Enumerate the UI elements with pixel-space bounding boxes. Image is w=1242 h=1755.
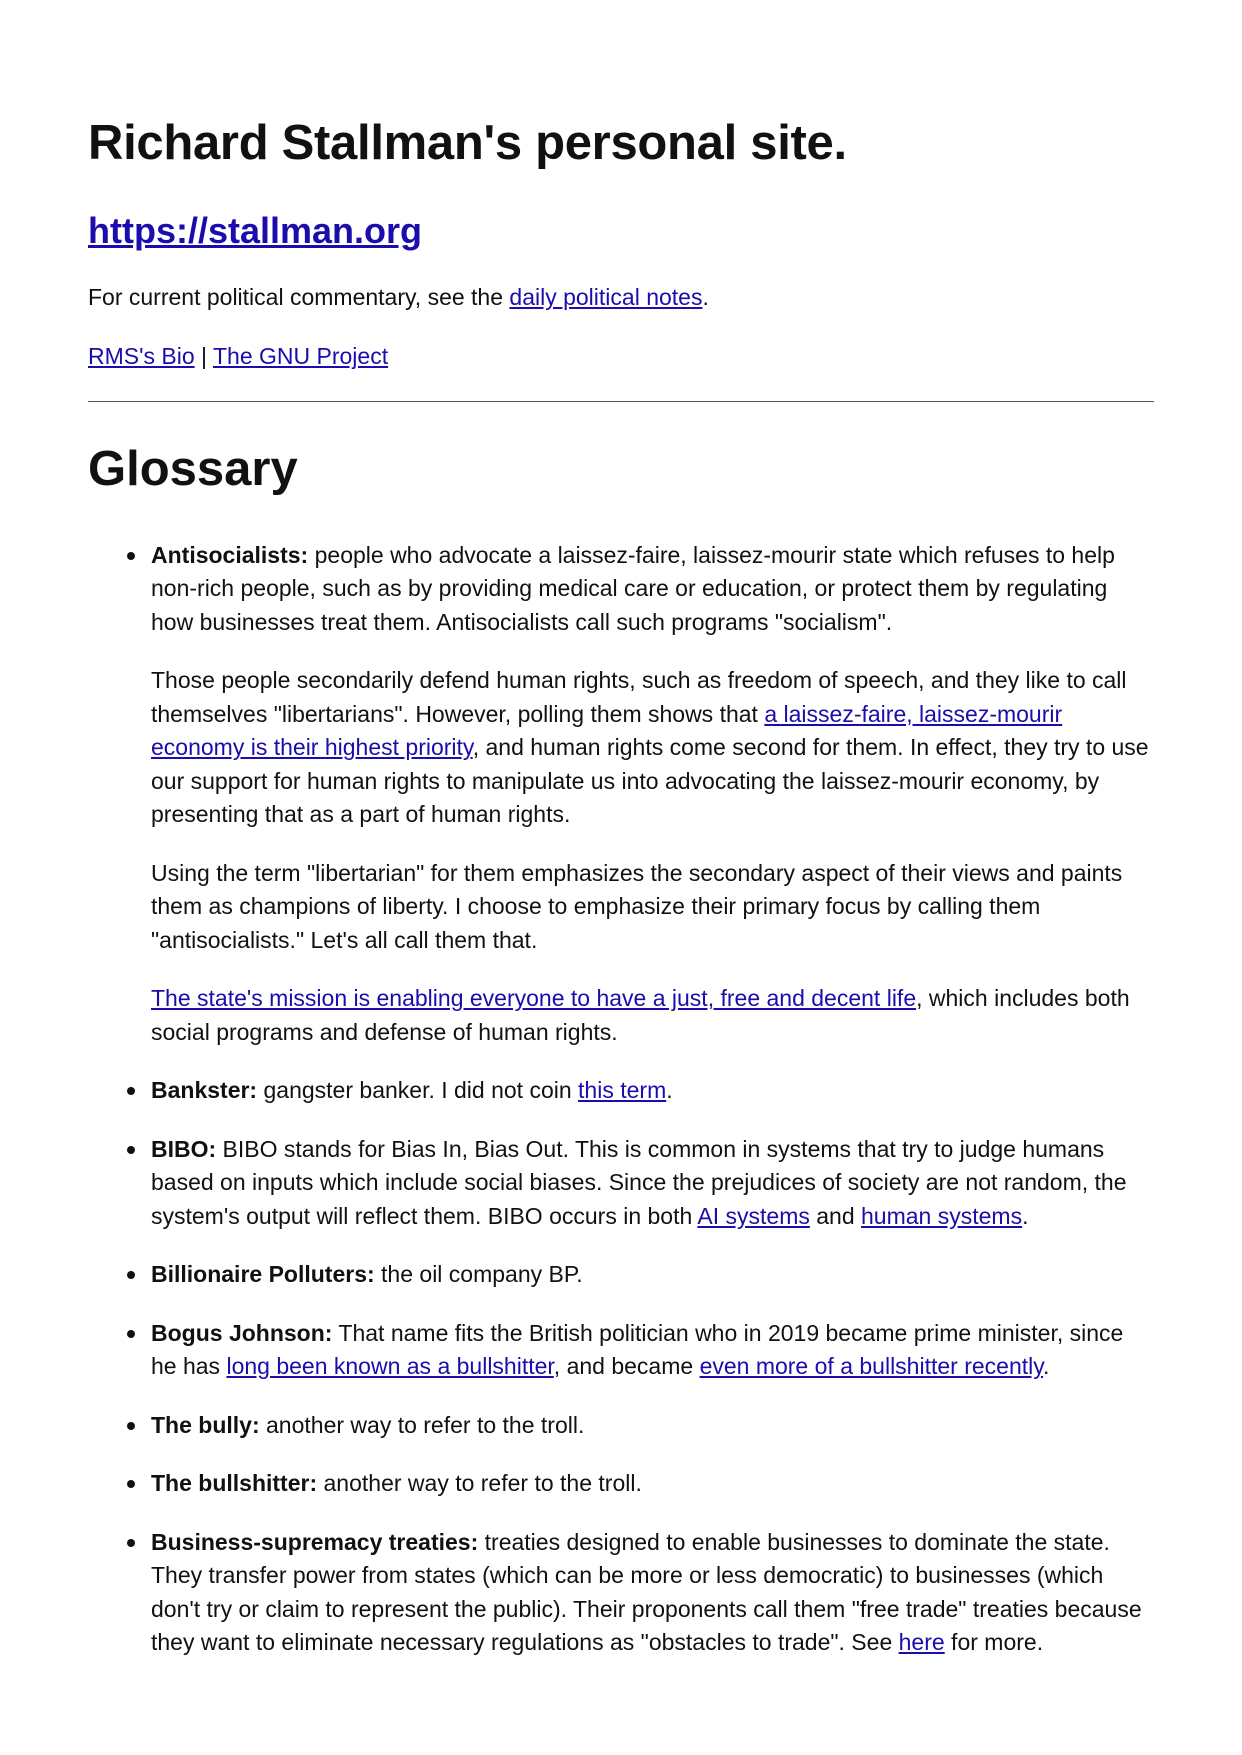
glossary-definition: the oil company BP. (374, 1261, 583, 1288)
glossary-definition: treaties designed to enable businesses to dominate the state. They transfer power from states (which can be more or less democratic) to businesses (which don't try or claim to represent the public). Their proponents call them "free trade" treaties because they want to eliminate necessary regulations as "obstacles to trade". See (151, 1528, 1142, 1656)
glossary-text: Those people secondarily defend human rights, such as freedom of speech, and they like to call themselves "libertarians". However, polling them shows that (151, 667, 1127, 727)
glossary-text: , and human rights come second for them. In effect, they try to use our support for human rights to manipulate us into advocating the laissez-mourir economy, by presenting that as a part of human rights. (151, 734, 1149, 828)
glossary-text: , which includes both social programs and defense of human rights. (151, 985, 1130, 1045)
bullet-icon (127, 552, 135, 560)
glossary-item-billionaire-polluters (151, 1258, 1154, 1292)
glossary-text: for more. (944, 1629, 1044, 1656)
glossary-definition: another way to refer to the troll. (317, 1470, 642, 1497)
site-url-link[interactable]: https://stallman.org (88, 209, 423, 251)
bullet-icon (127, 1539, 135, 1547)
glossary-item-bully (151, 1409, 1154, 1443)
glossary-definition: people who advocate a laissez-faire, laissez-mourir state which refuses to help non-rich people, such as by providing medical care or education, or protect them by regulating how businesses treat them. Antisocialists call such programs "socialism". (151, 541, 1115, 635)
glossary-item-bankster (151, 1074, 1154, 1108)
glossary-item-bullshitter (151, 1467, 1154, 1501)
glossary-term: Bankster: (151, 1077, 258, 1104)
long-known-bullshitter-link[interactable]: long been known as a bullshitter (226, 1353, 554, 1380)
glossary-term: Business-supremacy treaties: (151, 1528, 479, 1555)
nav-links (88, 339, 1154, 373)
site-title: Richard Stallman's personal site. (88, 116, 847, 170)
glossary-term: The bully: (151, 1411, 260, 1438)
states-mission-link[interactable]: The state's mission is enabling everyone to have a just, free and decent life (151, 985, 917, 1012)
bullet-icon (127, 1422, 135, 1430)
glossary-definition: That name fits the British politician who in 2019 became prime minister, since he has (151, 1319, 1124, 1380)
bullet-icon (127, 1146, 135, 1154)
bullet-icon (127, 1271, 135, 1279)
site-url-heading (88, 209, 1154, 252)
glossary-term: Bogus Johnson: (151, 1319, 333, 1346)
daily-political-notes-link[interactable]: daily political notes (509, 283, 703, 310)
bullet-icon (127, 1480, 135, 1488)
bankster-term-link[interactable]: this term (578, 1077, 667, 1104)
glossary-heading: Glossary (88, 441, 298, 496)
commentary-line (88, 280, 1154, 314)
antisocialists-p1 (151, 539, 1154, 640)
glossary-text: , and became (553, 1353, 700, 1380)
glossary-term: The bullshitter: (151, 1470, 318, 1497)
divider (88, 401, 1154, 402)
glossary-text: . (666, 1077, 673, 1104)
nav-separator: | (194, 342, 213, 369)
more-bullshitter-recently-link[interactable]: even more of a bullshitter recently (699, 1353, 1044, 1380)
bio-link[interactable]: RMS's Bio (88, 342, 195, 369)
here-link[interactable]: here (898, 1629, 945, 1656)
glossary-item-bibo (151, 1133, 1154, 1234)
glossary-item-business-supremacy (151, 1526, 1154, 1660)
antisocialists-p4 (151, 982, 1154, 1049)
glossary-text: . (1022, 1202, 1029, 1229)
glossary-definition: BIBO stands for Bias In, Bias Out. This is common in systems that try to judge humans based on inputs which include social biases. Since the prejudices of society are not random, the system's output will reflect them. BIBO occurs in both (151, 1135, 1127, 1229)
glossary-list (88, 539, 1154, 1660)
glossary-term: BIBO: (151, 1135, 217, 1162)
ai-systems-link[interactable]: AI systems (697, 1202, 810, 1229)
glossary-term: Billionaire Polluters: (151, 1261, 375, 1288)
antisocialists-p2 (151, 664, 1154, 832)
glossary-definition: gangster banker. I did not coin (257, 1077, 579, 1104)
glossary-text: and (809, 1202, 862, 1229)
antisocialists-p3: Using the term "libertarian" for them emphasizes the secondary aspect of their views and paints them as champions of liberty. I choose to emphasize their primary focus by calling them "antisocialists." Let's all call them that. (151, 859, 1123, 953)
commentary-suffix: . (702, 283, 709, 310)
glossary-item-antisocialists (151, 539, 1154, 1050)
glossary-text: . (1043, 1353, 1050, 1380)
laissez-faire-priority-link[interactable]: a laissez-faire, laissez-mourir economy is their highest priority (151, 700, 1063, 761)
glossary-definition: another way to refer to the troll. (259, 1411, 585, 1438)
gnu-project-link[interactable]: The GNU Project (212, 342, 389, 369)
glossary-item-bogus-johnson (151, 1317, 1154, 1384)
bullet-icon (127, 1087, 135, 1095)
glossary-term: Antisocialists: (151, 541, 309, 568)
human-systems-link[interactable]: human systems (861, 1202, 1023, 1229)
bullet-icon (127, 1330, 135, 1338)
commentary-prefix: For current political commentary, see the (88, 283, 510, 310)
